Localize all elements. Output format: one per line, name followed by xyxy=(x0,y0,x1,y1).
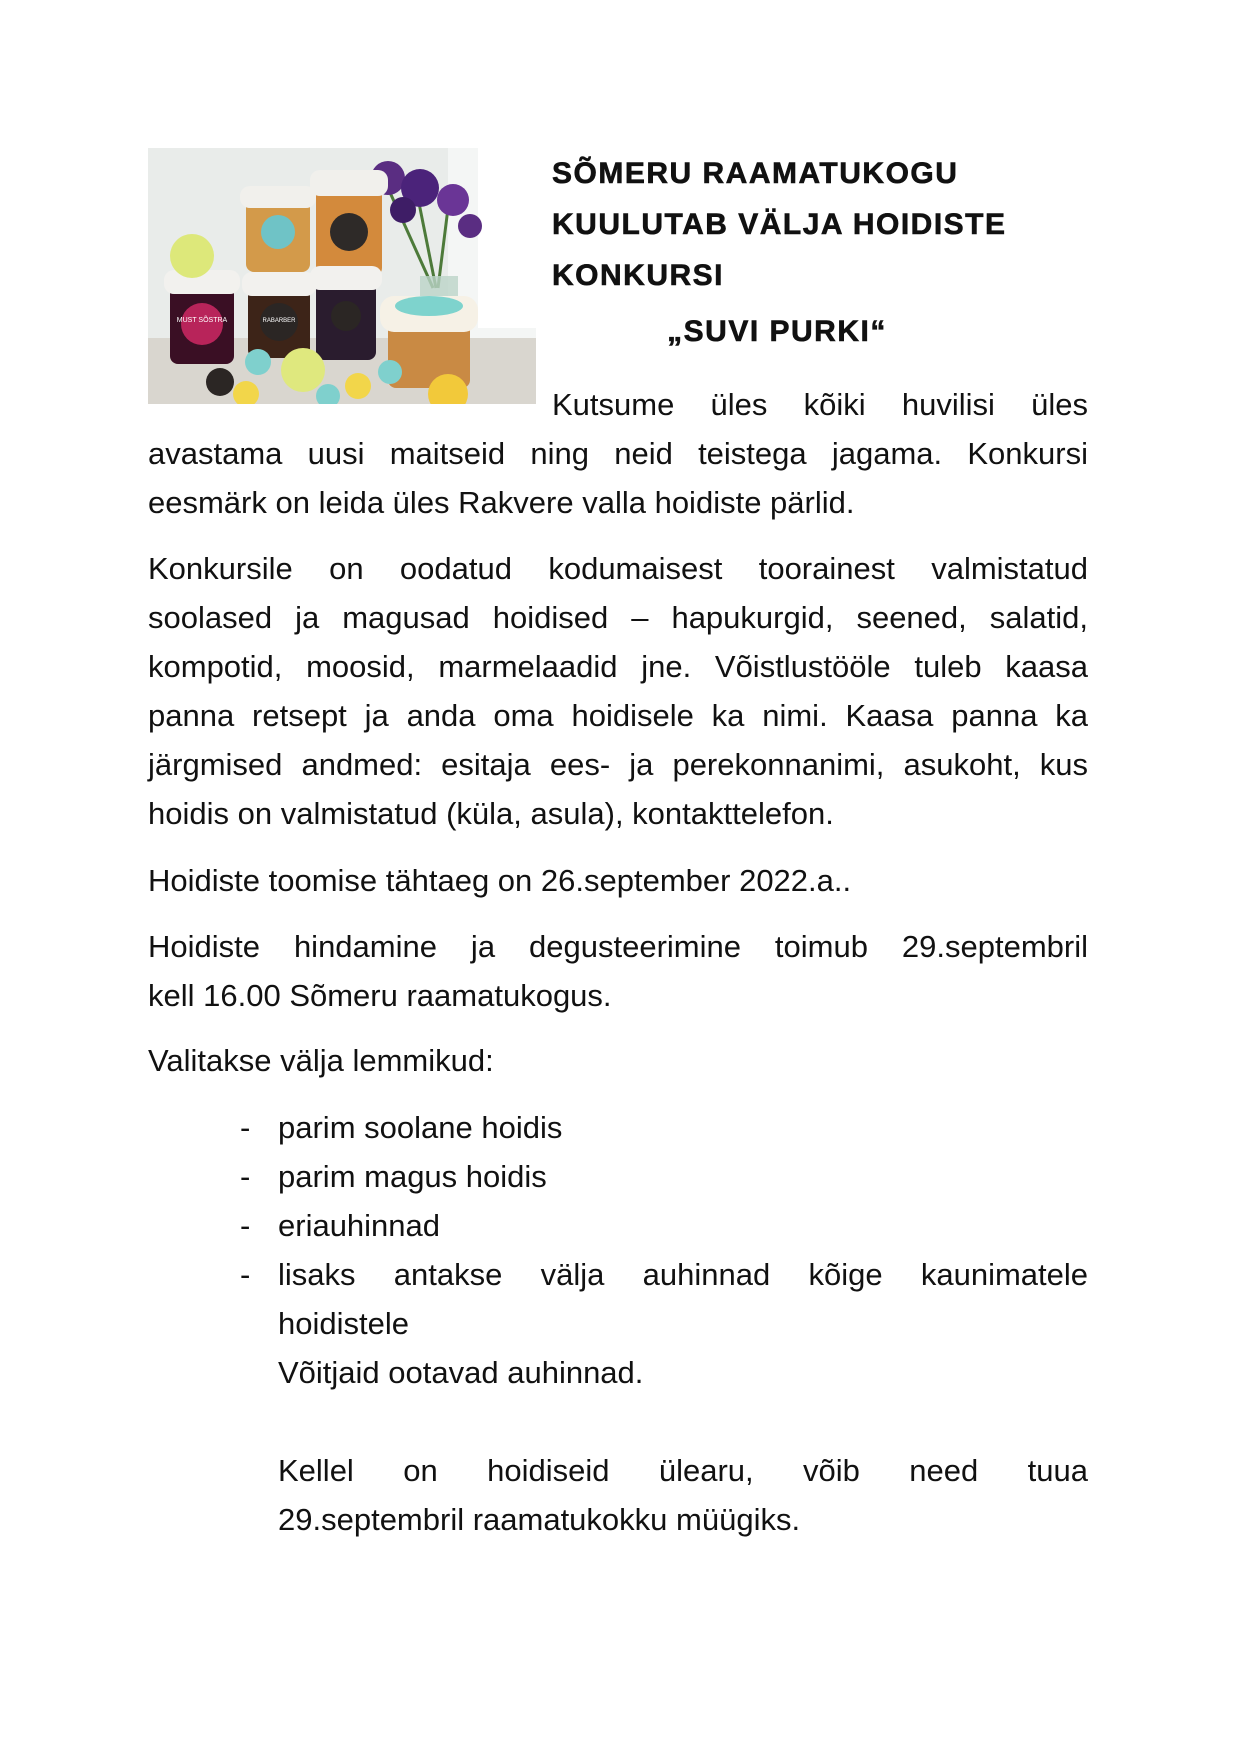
after-list-text: Võitjaid ootavad auhinnad. xyxy=(278,1355,644,1390)
closing-line: Kellel on hoidiseid ülearu, võib need tuua xyxy=(278,1453,1088,1488)
intro-first-line-block xyxy=(552,380,1088,429)
closing-paragraph xyxy=(240,1446,1088,1544)
jar-label-text: MUST SÕSTRA xyxy=(176,317,228,324)
prize-list xyxy=(240,1103,1088,1544)
jars-illustration xyxy=(148,148,536,404)
list-dash: - xyxy=(240,1159,251,1194)
list-dash: - xyxy=(240,1110,251,1145)
list-dash: - xyxy=(240,1208,251,1243)
judging-paragraph xyxy=(148,922,1088,1020)
list-item-text: eriauhinnad xyxy=(278,1208,441,1243)
flyer-title xyxy=(552,148,1112,301)
intro-paragraph xyxy=(148,429,1088,527)
list-item-text: hoidistele xyxy=(278,1306,409,1341)
paragraph-line: Konkursile on oodatud kodumaisest toorainest valmistatud xyxy=(148,551,1088,586)
jar-label-text: RABARBER xyxy=(262,318,296,324)
paragraph-line: soolased ja magusad hoidised – hapukurgid, seened, salatid, xyxy=(148,600,1088,635)
paragraph-line: järgmised andmed: esitaja ees- ja perekonnanimi, asukoht, kus xyxy=(148,747,1088,782)
paragraph-line: eesmärk on leida üles Rakvere valla hoidiste pärlid. xyxy=(148,485,855,520)
deadline-paragraph xyxy=(148,856,1088,905)
paragraph-line: panna retsept ja anda oma hoidisele ka nimi. Kaasa panna ka xyxy=(148,698,1088,733)
list-item-text: lisaks antakse välja auhinnad kõige kaunimatele xyxy=(278,1257,1088,1292)
list-item xyxy=(240,1201,1088,1250)
list-item-text: parim magus hoidis xyxy=(278,1159,547,1194)
preserves-jars-photo xyxy=(148,148,536,404)
title-line: KUULUTAB VÄLJA HOIDISTE xyxy=(552,208,1007,241)
paragraph-line: kompotid, moosid, marmelaadid jne. Võistlustööle tuleb kaasa xyxy=(148,649,1088,684)
favorites-intro-text: Valitakse välja lemmikud: xyxy=(148,1043,494,1078)
paragraph-line: avastama uusi maitseid ning neid teistega jagama. Konkursi xyxy=(148,436,1088,471)
list-item-text: parim soolane hoidis xyxy=(278,1110,563,1145)
list-item xyxy=(240,1103,1088,1152)
paragraph-line: Kutsume üles kõiki huvilisi üles xyxy=(552,387,1088,422)
paragraph-line: kell 16.00 Sõmeru raamatukogus. xyxy=(148,978,612,1013)
contest-name: „SUVI PURKI“ xyxy=(667,315,887,348)
title-line: KONKURSI xyxy=(552,259,725,292)
list-item xyxy=(240,1250,1088,1348)
rules-paragraph xyxy=(148,544,1088,838)
after-list-note xyxy=(240,1348,1088,1397)
closing-line: 29.septembril raamatukokku müügiks. xyxy=(278,1502,801,1537)
paragraph-line: Hoidiste hindamine ja degusteerimine toimub 29.septembril xyxy=(148,929,1088,964)
paragraph-line: hoidis on valmistatud (küla, asula), kontakttelefon. xyxy=(148,796,834,831)
title-line: SÕMERU RAAMATUKOGU xyxy=(552,157,959,190)
deadline-text: Hoidiste toomise tähtaeg on 26.september 2022.a.. xyxy=(148,863,852,898)
list-dash: - xyxy=(240,1257,251,1292)
list-item xyxy=(240,1152,1088,1201)
favorites-intro xyxy=(148,1036,1088,1085)
